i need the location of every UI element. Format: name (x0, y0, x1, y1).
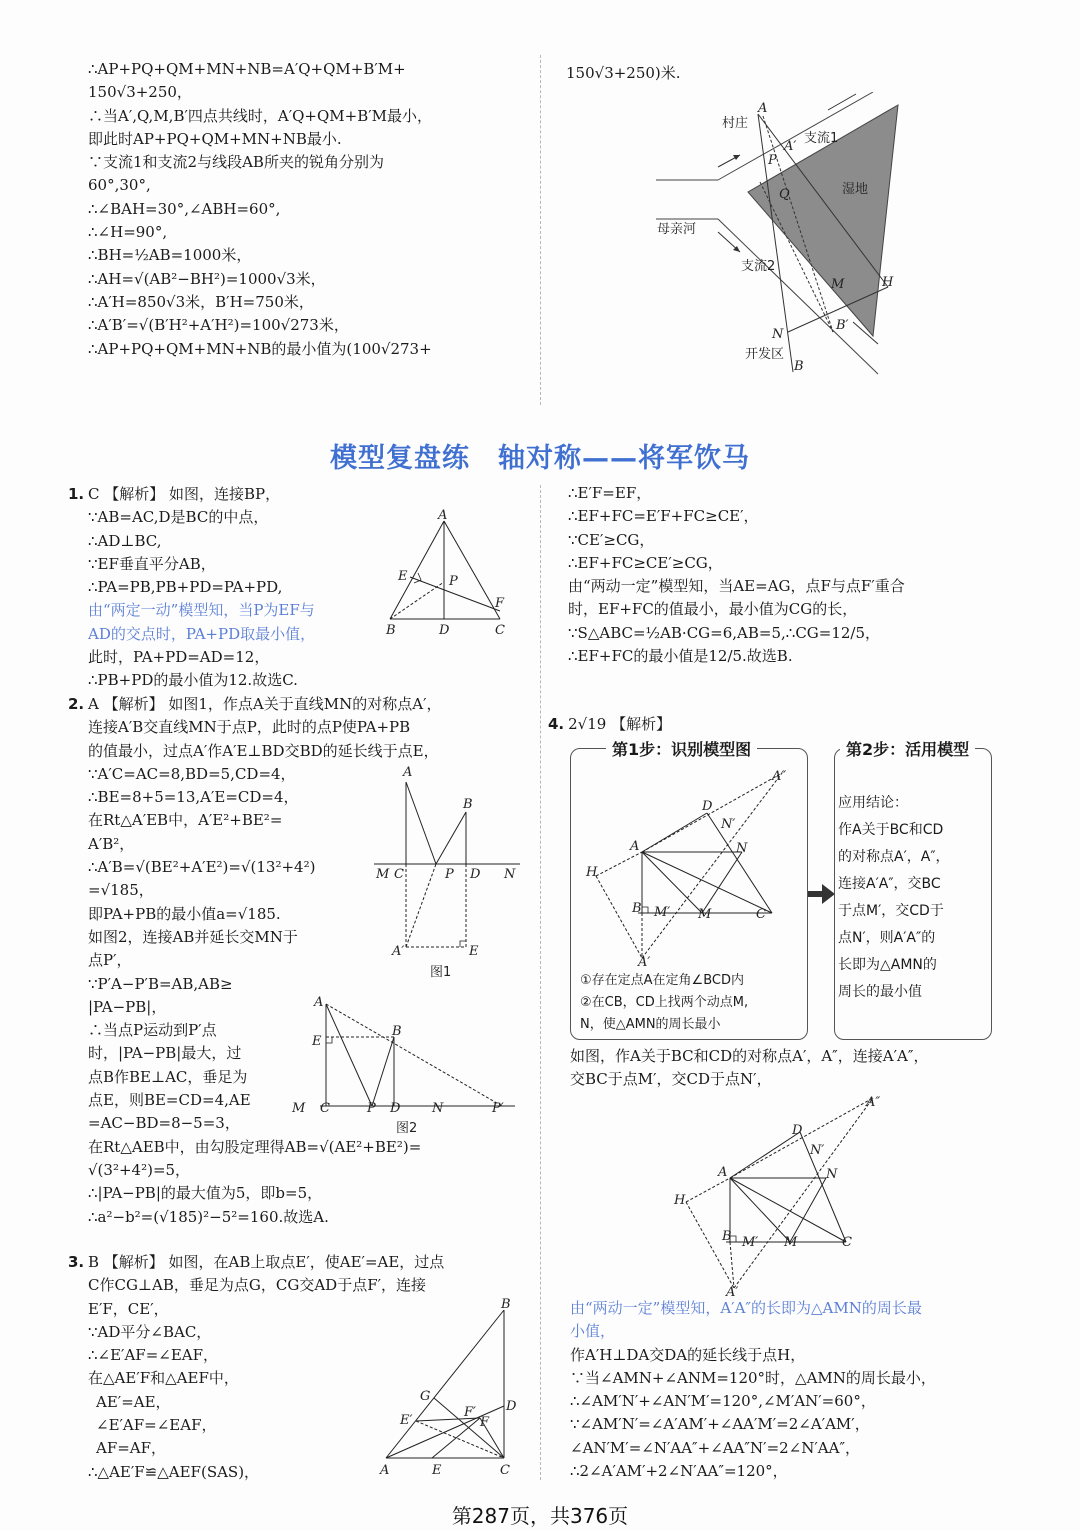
q3-figure (376, 1298, 526, 1478)
question-number: 2. (68, 695, 85, 713)
text-line: 即PA+PB的最小值a=√185. (88, 904, 281, 923)
q2f1-point-B: B (463, 797, 473, 812)
text-line: 长即为△AMN的 (838, 957, 937, 973)
s1-point-N: N (736, 841, 748, 856)
q3-point-E: E (432, 1463, 442, 1478)
text-line: ∵AD平分∠BAC， (88, 1322, 212, 1341)
text-line: 于点M′，交CD于 (838, 903, 944, 919)
text-line: ①存在定点A在定角∠BCD内 (580, 973, 744, 988)
text-line: ∴A′B′=√(B′H²+A′H²)=100√273米， (88, 316, 349, 335)
q2f1-point-E: E (469, 944, 479, 959)
text-line: 点N′，则A′A″的 (838, 930, 936, 946)
q3-point-B: B (501, 1298, 511, 1312)
q2f1-point-C: C (394, 867, 404, 882)
q1-point-D: D (439, 623, 450, 638)
text-line: 点B作BE⊥AC，垂足为 (88, 1067, 248, 1086)
text-line: ∴AP+PQ+QM+MN+NB=A′Q+QM+B′M+ (88, 60, 406, 78)
text-line: B 【解析】 如图，在AB上取点E′，使AE′=AE，过点 (88, 1253, 445, 1271)
text-line: ∴PB+PD的最小值为12.故选C. (88, 671, 298, 690)
text-line: ∵CE′≥CG， (568, 530, 655, 549)
top-left-solution (88, 58, 528, 361)
q2f1-point-D: D (470, 867, 481, 882)
text-line: AF=AF， (96, 1439, 167, 1458)
q1-point-P: P (449, 574, 458, 589)
q2f2-point-D: D (390, 1101, 401, 1116)
text-line: AD的交点时，PA+PD取最小值， (88, 624, 316, 643)
text-line: 即此时AP+PQ+QM+MN+NB最小. (88, 129, 342, 148)
text-line: 由“两定一动”模型知，当P为EF与 (88, 601, 315, 620)
q3-point-G: G (420, 1389, 431, 1404)
q2f2-point-C: C (320, 1101, 330, 1116)
text-line: 在Rt△A′EB中，A′E²+BE²= (88, 811, 283, 830)
text-line: 如图，作A关于BC和CD的对称点A′，A″，连接A′A″， (570, 1047, 929, 1065)
wetland-label: 湿地 (842, 182, 869, 197)
text-line: 小值， (570, 1322, 616, 1341)
text-line: 作A关于BC和CD (838, 822, 944, 838)
question-3-continued (568, 482, 1028, 668)
text-line: ∴EF+FC≥CE′≥CG， (568, 553, 723, 572)
text-line: 的对称点A′，A″， (838, 849, 950, 865)
q4-point-N: N (826, 1167, 838, 1182)
text-line: ∵A′C=AC=8,BD=5,CD=4， (88, 764, 296, 783)
text-line: 在Rt△AEB中，由勾股定理得AB=√(AE²+BE²)= (88, 1137, 422, 1156)
s1-point-D: D (702, 799, 713, 814)
q3-point-E1: E′ (400, 1413, 413, 1428)
step-arrow (808, 882, 836, 910)
text-line: A′B²， (88, 834, 135, 853)
q4-point-H: H (674, 1193, 686, 1208)
s1-point-A: A (630, 839, 640, 854)
q2-figure-2 (290, 992, 520, 1142)
branch1-label: 支流1 (804, 131, 839, 146)
text-line: ∴A′H=850√3米，B′H=750米， (88, 292, 314, 311)
q2f1-point-P: P (445, 867, 454, 882)
text-line: ∴AP+PQ+QM+MN+NB的最小值为(100√273+ (88, 339, 432, 358)
dev-zone-label: 开发区 (745, 347, 785, 362)
step1-notes (580, 970, 804, 1036)
text-line: ∴EF+FC的最小值是12/5.故选B. (568, 647, 793, 666)
s1-point-M1: M′ (654, 905, 671, 920)
q2f1-point-N: N (504, 867, 516, 882)
q1-point-A: A (438, 508, 448, 523)
text-line: ∵P′A−P′B=AB,AB≥ (88, 974, 233, 993)
text-line: AE′=AE， (96, 1392, 171, 1411)
question-number: 1. (68, 485, 85, 503)
top-right-solution (566, 62, 1026, 85)
map-point-M: M (831, 277, 845, 292)
map-point-B1: B′ (836, 318, 849, 333)
bottom-column-divider (540, 485, 541, 1480)
q3-point-A: A (380, 1463, 390, 1478)
q4-figure (668, 1090, 898, 1300)
q3-point-F: F (480, 1415, 490, 1430)
q1-point-C: C (495, 623, 505, 638)
text-line: 点E，则BE=CD=4,AE (88, 1091, 251, 1110)
text-line: 60°,30°, (88, 176, 151, 195)
branch2-label: 支流2 (741, 259, 776, 274)
text-line: ∴EF+FC=E′F+FC≥CE′， (568, 507, 759, 526)
text-line: ∴∠E′AF=∠EAF， (88, 1346, 219, 1365)
q2f1-point-A1: A′ (392, 944, 405, 959)
text-line: ∵S△ABC=½AB·CG=6,AB=5,∴CG=12/5， (568, 623, 881, 642)
q4-point-A: A (718, 1165, 728, 1180)
s1-point-A2: A″ (772, 769, 787, 784)
q3-point-F1: F′ (464, 1405, 476, 1420)
map-point-Q: Q (779, 187, 790, 202)
q2f1-point-A: A (403, 765, 413, 780)
river-label: 母亲河 (657, 222, 697, 237)
question-number: 3. (68, 1253, 85, 1271)
river-map-figure (648, 92, 918, 382)
text-line: ∴当点P运动到P′点 (88, 1021, 217, 1040)
top-column-divider (540, 55, 541, 405)
step1-figure (582, 768, 802, 968)
text-line: C作CG⊥AB，垂足为点G，CG交AD于点F′，连接 (88, 1276, 427, 1295)
text-line: 150√3+250， (88, 83, 192, 102)
text-line: 周长的最小值 (838, 984, 922, 1000)
text-line: ∴|PA−PB|的最大值为5，即b=5， (88, 1184, 323, 1203)
question-number: 4. (548, 715, 565, 733)
text-line: 时，EF+FC的值最小，最小值为CG的长， (568, 600, 858, 619)
text-line: 交BC于点M′，交CD于点N′， (570, 1070, 772, 1089)
text-line: ∵当∠AMN+∠ANM=120°时，△AMN的周长最小， (570, 1368, 936, 1387)
text-line: √(3²+4²)=5， (88, 1160, 191, 1179)
q1-point-E: E (398, 569, 408, 584)
text-line: ∴AH=√(AB²−BH²)=1000√3米， (88, 269, 326, 288)
text-line: ②在CB，CD上找两个动点M, (580, 995, 749, 1010)
text-line: 由“两动一定”模型知，A′A″的长即为△AMN的周长最 (570, 1299, 922, 1317)
text-line: ∴A′B=√(BE²+A′E²)=√(13²+4²) (88, 858, 316, 877)
step2-text (838, 790, 992, 1006)
q4-point-M1: M′ (742, 1235, 759, 1250)
s1-point-M: M (698, 907, 712, 922)
text-line: ∴a²−b²=(√185)²−5²=160.故选A. (88, 1207, 329, 1226)
text-line: 连接A′B交直线MN于点P，此时的点P使PA+PB (88, 718, 411, 737)
s1-point-A1: A′ (638, 955, 651, 968)
text-line: ∴BH=½AB=1000米， (88, 246, 252, 265)
q4-point-B: B (722, 1229, 732, 1244)
q2-fig2-caption: 图2 (396, 1121, 418, 1136)
s1-point-N1: N′ (721, 817, 736, 832)
text-line: C 【解析】 如图，连接BP， (88, 485, 281, 503)
q1-point-B: B (386, 623, 396, 638)
question-1 (68, 483, 368, 693)
map-point-A: A (758, 101, 768, 116)
text-line: ∠AN′M′=∠N′AA″+∠AA″N′=2∠N′AA″， (570, 1438, 861, 1457)
q1-point-F: F (495, 596, 505, 611)
map-point-A1: A′ (784, 139, 797, 154)
q1-figure (382, 507, 522, 642)
text-line: ∴PA=PB,PB+PD=PA+PD, (88, 578, 283, 597)
text-line: ∴当A′,Q,M,B′四点共线时，A′Q+QM+B′M最小， (88, 106, 432, 125)
text-line: ∵EF垂直平分AB， (88, 554, 216, 573)
q3-point-C: C (500, 1463, 510, 1478)
text-line: ∴E′F=EF， (568, 484, 652, 502)
text-line: 应用结论： (838, 795, 908, 811)
q2-figure-1 (372, 762, 522, 984)
text-line: 的值最小，过点A′作A′E⊥BD交BD的延长线于点E， (88, 741, 439, 760)
text-line: 作A′H⊥DA交DA的延长线于点H， (570, 1345, 806, 1364)
q4-point-M: M (784, 1235, 798, 1250)
question-4-head (548, 713, 1008, 736)
text-line: N，使△AMN的周长最小 (580, 1017, 721, 1032)
question-4-body-2 (570, 1297, 1030, 1483)
q2-fig1-caption: 图1 (430, 965, 452, 980)
map-point-N: N (772, 327, 784, 342)
text-line: ∵AB=AC,D是BC的中点， (88, 508, 269, 527)
q4-point-C: C (842, 1235, 852, 1250)
text-line: ∵∠AM′N′=∠A′AM′+∠AA′M′=2∠A′AM′， (570, 1415, 870, 1434)
village-label: 村庄 (722, 116, 749, 131)
step2-title: 第2步：活用模型 (840, 737, 975, 760)
s1-point-C: C (756, 907, 766, 922)
q3-point-D: D (506, 1399, 517, 1414)
map-point-P: P (768, 153, 777, 168)
text-line: =AC−BD=8−5=3， (88, 1114, 240, 1133)
q2f2-point-M: M (292, 1101, 306, 1116)
text-line: ∴2∠A′AM′+2∠N′AA″=120°， (570, 1462, 788, 1481)
question-4-body (570, 1045, 1030, 1092)
text-line: 点P′， (88, 951, 132, 970)
text-line: ∴∠H=90°, (88, 223, 168, 242)
text-line: A 【解析】 如图1，作点A关于直线MN的对称点A′， (88, 695, 442, 713)
s1-point-H: H (586, 865, 598, 880)
text-line: 时，|PA−PB|最大，过 (88, 1044, 242, 1063)
text-line: ∴∠AM′N′+∠AN′M′=120°,∠M′AN′=60°， (570, 1392, 876, 1411)
q4-point-A1: A′ (726, 1285, 739, 1300)
text-line: |PA−PB|， (88, 997, 167, 1016)
text-line: 如图2，连接AB并延长交MN于 (88, 927, 298, 946)
section-title: 模型复盘练 轴对称——将军饮马 (330, 443, 750, 474)
q2f1-point-M: M (376, 867, 390, 882)
q2f2-point-P: P (367, 1101, 376, 1116)
map-point-B: B (794, 359, 804, 374)
text-line: =√185， (88, 881, 154, 900)
q2f2-point-E: E (312, 1034, 322, 1049)
q2f2-point-A: A (314, 995, 324, 1010)
q4-point-A2: A″ (866, 1095, 881, 1110)
q2f2-point-P1: P′ (492, 1101, 504, 1116)
q2f2-point-B: B (392, 1024, 402, 1039)
page-footer: 第287页，共376页 (451, 1504, 629, 1528)
s1-point-B: B (632, 901, 642, 916)
text-line: ∴BE=8+5=13,A′E=CD=4， (88, 788, 299, 807)
text-line: 连接A′A″，交BC (838, 876, 941, 892)
text-line: 在△AE′F和△AEF中， (88, 1369, 239, 1388)
step1-title: 第1步：识别模型图 (606, 737, 757, 760)
text-line: ∠E′AF=∠EAF， (96, 1416, 217, 1435)
text-line: 150√3+250)米. (566, 64, 681, 82)
text-line: ∴△AE′F≌△AEF(SAS)， (88, 1462, 260, 1481)
text-line: E′F，CE′， (88, 1299, 169, 1318)
text-line: ∴AD⊥BC, (88, 531, 162, 550)
text-line: ∵支流1和支流2与线段AB所夹的锐角分别为 (88, 153, 384, 172)
text-line: 此时，PA+PD=AD=12， (88, 648, 270, 667)
q4-answer-head: 2√19 【解析】 (568, 715, 672, 733)
q4-point-D: D (792, 1123, 803, 1138)
map-point-H: H (882, 275, 894, 290)
text-line: 由“两动一定”模型知，当AE=AG，点F与点F′重合 (568, 577, 905, 596)
text-line: ∴∠BAH=30°,∠ABH=60°, (88, 199, 281, 218)
q4-point-N1: N′ (810, 1143, 825, 1158)
q2f2-point-N: N (432, 1101, 444, 1116)
